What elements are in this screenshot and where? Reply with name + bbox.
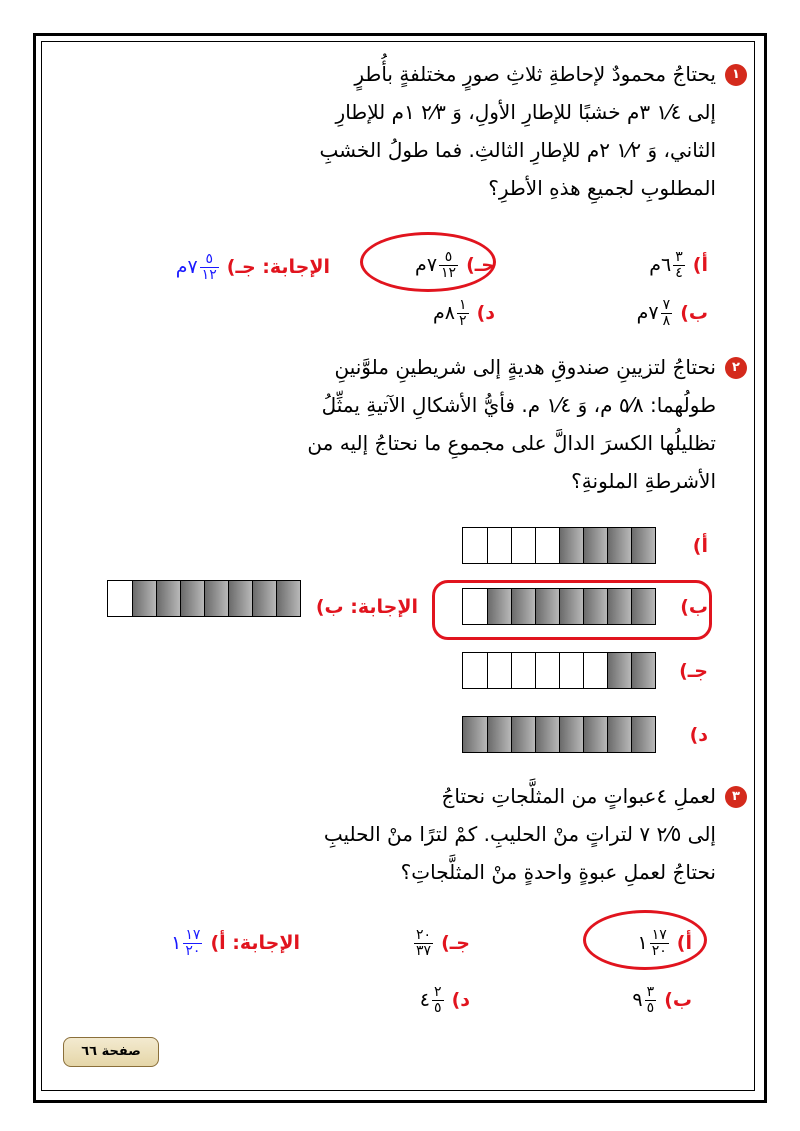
shaded-cell <box>180 581 204 616</box>
q1-option-a-fraction: $\frac{٣}{٤}$ <box>675 249 683 281</box>
shaded-cell <box>535 589 559 624</box>
q1-answer: الإجابة: جـ) $\frac{٥}{١٢}$ ٧م <box>175 251 330 283</box>
q1-option-c-fraction: $\frac{٥}{١٢}$ <box>441 249 457 281</box>
question-3-line-3: نحتاجُ لعملِ عبوةٍ واحدةٍ منْ المثلَّجاتِ؟ <box>400 860 716 884</box>
q2-option-a-label[interactable]: أ) <box>692 535 708 557</box>
shaded-cell <box>631 589 655 624</box>
q2-option-b-label[interactable]: ب) <box>680 596 708 618</box>
shaded-cell <box>583 717 607 752</box>
empty-cell <box>463 653 487 688</box>
shaded-cell <box>511 717 535 752</box>
empty-cell <box>463 589 487 624</box>
shaded-cell <box>487 589 511 624</box>
shaded-cell <box>631 653 655 688</box>
q2-option-c-label[interactable]: جـ) <box>679 660 708 682</box>
shaded-cell <box>535 717 559 752</box>
empty-cell <box>108 581 132 616</box>
shaded-cell <box>559 528 583 563</box>
shaded-cell <box>487 717 511 752</box>
q1-option-d-fraction: $\frac{١}{٢}$ <box>458 297 467 329</box>
question-1-text <box>319 55 716 207</box>
empty-cell <box>535 528 559 563</box>
question-3-line-2: إلى ٢⁄٥ ٧ لتراتٍ منْ الحليبِ. كمْ لترًا منْ الحليبِ <box>323 822 716 846</box>
shaded-cell <box>631 717 655 752</box>
question-2-line-2: طولُهما: ٥⁄٨ م، وَ ١⁄٤ م. فأيُّ الأشكالِ الآتيةِ يمثِّلُ <box>321 393 716 417</box>
q2-option-d-bar[interactable] <box>462 716 656 753</box>
q2-option-a-bar[interactable] <box>462 527 656 564</box>
question-3-number: ٣ <box>725 786 747 808</box>
shaded-cell <box>631 528 655 563</box>
empty-cell <box>463 528 487 563</box>
q3-option-d[interactable]: د) $\frac{٢}{٥}$ ٤ <box>419 984 470 1016</box>
q1-option-b[interactable]: ب) $\frac{٧}{٨}$ ٧م <box>636 297 708 329</box>
q2-answer-label: الإجابة: ب) <box>315 596 418 618</box>
shaded-cell <box>583 589 607 624</box>
q1-option-d[interactable]: د) $\frac{١}{٢}$ ٨م <box>433 297 495 329</box>
question-1-line-3: الثاني، وَ ١⁄٢ ٢م للإطارِ الثالثِ. فما طولُ الخشبِ <box>319 138 716 162</box>
question-2-line-4: الأشرطةِ الملونةِ؟ <box>571 469 716 493</box>
shaded-cell <box>132 581 156 616</box>
question-3-text <box>324 777 716 891</box>
shaded-cell <box>463 717 487 752</box>
question-1-line-4: المطلوبِ لجميعِ هذهِ الأطرِ؟ <box>488 176 716 200</box>
question-2-line-3: تظليلُها الكسرَ الدالَّ على مجموعِ ما نحتاجُ إليه من <box>307 431 716 455</box>
q2-option-b-bar[interactable] <box>462 588 656 625</box>
q1-option-a[interactable]: أ) $\frac{٣}{٤}$ ٦م <box>649 249 708 281</box>
question-1-line-1: يحتاجُ محمودٌ لإحاطةِ ثلاثِ صورٍ مختلفةٍ بأُطرٍ <box>354 62 716 86</box>
shaded-cell <box>607 528 631 563</box>
q3-option-b[interactable]: ب) $\frac{٣}{٥}$ ٩ <box>632 984 692 1016</box>
q2-answer-bar <box>107 580 301 617</box>
page-number-badge: صفحة ٦٦ <box>63 1037 159 1067</box>
question-1-line-2: إلى ١⁄٤ ٣م خشبًا للإطارِ الأولِ، وَ ٢⁄٣ ١م للإطارِ <box>335 100 716 124</box>
empty-cell <box>487 653 511 688</box>
question-2-line-1: نحتاجُ لتزيينِ صندوقِ هديةٍ إلى شريطينِ ملوَّنينِ <box>334 355 716 379</box>
q1-answer-circle <box>360 232 496 292</box>
q3-option-a[interactable]: أ) $\frac{١٧}{٢٠}$ ١ <box>637 927 692 959</box>
empty-cell <box>511 653 535 688</box>
shaded-cell <box>156 581 180 616</box>
q2-option-d-label[interactable]: د) <box>689 724 708 746</box>
empty-cell <box>583 653 607 688</box>
q1-option-b-fraction: $\frac{٧}{٨}$ <box>662 297 671 329</box>
question-2-number: ٢ <box>725 357 747 379</box>
shaded-cell <box>583 528 607 563</box>
question-2-text <box>307 348 716 500</box>
shaded-cell <box>607 589 631 624</box>
shaded-cell <box>252 581 276 616</box>
empty-cell <box>487 528 511 563</box>
q1-option-c[interactable]: جـ) $\frac{٥}{١٢}$ ٧م <box>415 249 495 281</box>
q3-answer-circle <box>583 910 707 970</box>
q2-option-c-bar[interactable] <box>462 652 656 689</box>
question-3-line-1: لعملِ ٤عبواتٍ من المثلَّجاتِ نحتاجُ <box>441 784 716 808</box>
question-1-number: ١ <box>725 64 747 86</box>
empty-cell <box>559 653 583 688</box>
empty-cell <box>535 653 559 688</box>
shaded-cell <box>511 589 535 624</box>
shaded-cell <box>204 581 228 616</box>
shaded-cell <box>607 717 631 752</box>
shaded-cell <box>559 717 583 752</box>
q3-option-c[interactable]: جـ) $\frac{٢٠}{٣٧}$ <box>416 927 470 959</box>
shaded-cell <box>607 653 631 688</box>
shaded-cell <box>228 581 252 616</box>
shaded-cell <box>559 589 583 624</box>
empty-cell <box>511 528 535 563</box>
shaded-cell <box>276 581 300 616</box>
q3-answer: الإجابة: أ) $\frac{١٧}{٢٠}$ ١ <box>171 927 300 959</box>
